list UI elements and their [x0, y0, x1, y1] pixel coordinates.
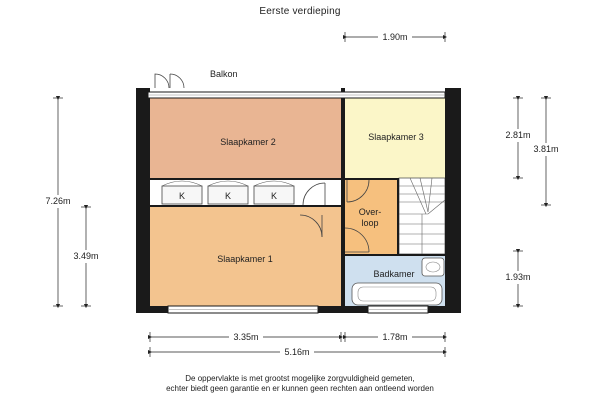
dim-total-width: 5.16m [284, 347, 310, 357]
dim-right-upper-height: 3.81m [533, 144, 559, 154]
dim-bedroom1-height: 3.49m [73, 251, 99, 261]
label-landing-2: loop [361, 218, 379, 228]
room-landing [345, 180, 397, 254]
label-landing-1: Over- [358, 207, 382, 217]
label-bedroom-3: Slaapkamer 3 [368, 132, 424, 142]
label-bathroom: Badkamer [373, 269, 415, 279]
disclaimer-line-2: echter biedt geen garantie en er kunnen geen rechten aan ontleend worden [166, 384, 434, 393]
sink [422, 258, 444, 276]
dim-total-height: 7.26m [45, 196, 71, 206]
label-bedroom-1: Slaapkamer 1 [217, 254, 273, 264]
label-balcony: Balkon [210, 69, 238, 79]
label-bedroom-2: Slaapkamer 2 [220, 137, 276, 147]
plan-title: Eerste verdieping [259, 6, 341, 17]
cupboard-label-1: K [178, 191, 186, 201]
cupboard-label-3: K [270, 191, 278, 201]
disclaimer-line-1: De oppervlakte is met grootst mogelijke zorgvuldigheid gemeten, [185, 374, 415, 383]
dim-bottom-left-width: 3.35m [233, 332, 259, 342]
dim-bathroom-height: 1.93m [505, 272, 531, 282]
bathtub [352, 283, 442, 305]
dim-bedroom3-height: 2.81m [505, 130, 531, 140]
cupboard-label-2: K [224, 191, 232, 201]
disclaimer [0, 374, 600, 394]
dim-bottom-right-width: 1.78m [382, 332, 408, 342]
dim-top-width: 1.90m [382, 32, 408, 42]
